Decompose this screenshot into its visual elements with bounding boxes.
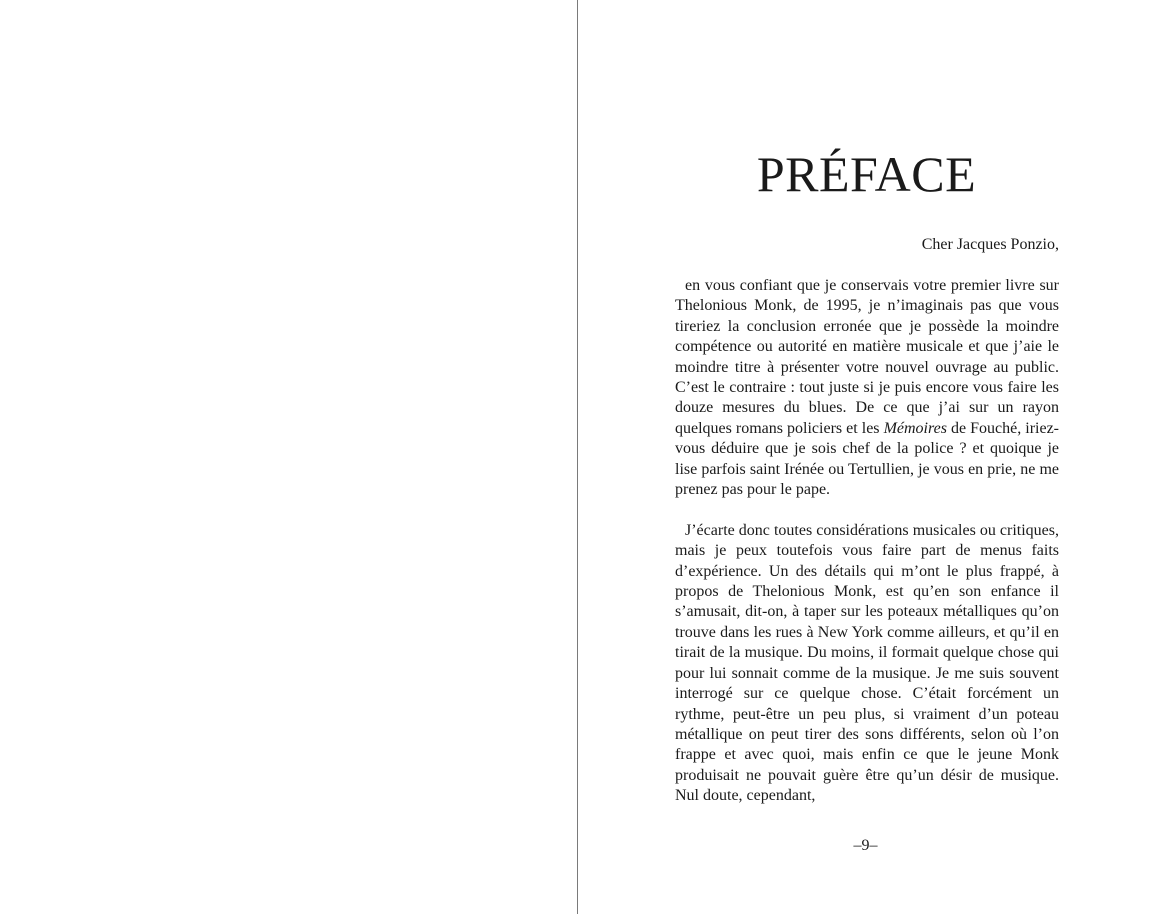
paragraph-1-text: en vous confiant que je conservais votre premier livre sur Thelonious Monk, de 1995, je n’imaginais pas que vous tireriez la conclusion erronée que je possède la moindre compétence ou autorité en matière musicale et que j’aie le moindre titre à présenter votre nouvel ouvrage au public. C’est le contraire : tout juste si je puis encore vous faire les douze mesures du blues. De ce que j’ai sur un rayon quelques romans policiers et les <box>675 277 1059 437</box>
paragraph-1-end: de Fouché, iriez-vous déduire que je sois chef de la police ? et quoique je lise parfois saint Irénée ou Tertullien, je vous en prie, ne me prenez pas pour le pape. <box>675 419 1060 499</box>
chapter-title <box>578 142 1155 206</box>
chapter-title-text: PRÉFACE <box>756 146 977 202</box>
paragraph-2: J’écarte donc toutes considérations musicales ou critiques, mais je peux toutefois vous faire part de menus faits d’expérience. Un des détails qui m’ont le plus frappé, à propos de Thelonious Monk, est qu’en son enfance il s’amusait, dit-on, à taper sur les poteaux métalliques qu’on trouve dans les rues à New York comme ailleurs, et qu’il en tirait de la musique. Du moins, il formait quelque chose qui pour lui sonnait comme de la musique. Je me suis souvent interrogé sur ce quelque chose. C’était forcément un rythme, peut-être un peu plus, si vraiment d’un poteau métallique on peut tirer des sons différents, selon où l’on frappe et avec quoi, mais enfin ce que le jeune Monk produisait ne pouvait guère être qu’un désir de musique. Nul doute, cependant, <box>675 521 1059 805</box>
body-text <box>675 276 1059 807</box>
right-page <box>578 0 1155 914</box>
paragraph-1-italic: Mémoires <box>883 419 947 437</box>
letter-salutation: Cher Jacques Ponzio, <box>921 236 1059 253</box>
left-page-blank <box>0 0 577 914</box>
paragraph-1 <box>675 276 1059 500</box>
page-number: –9– <box>853 837 878 854</box>
